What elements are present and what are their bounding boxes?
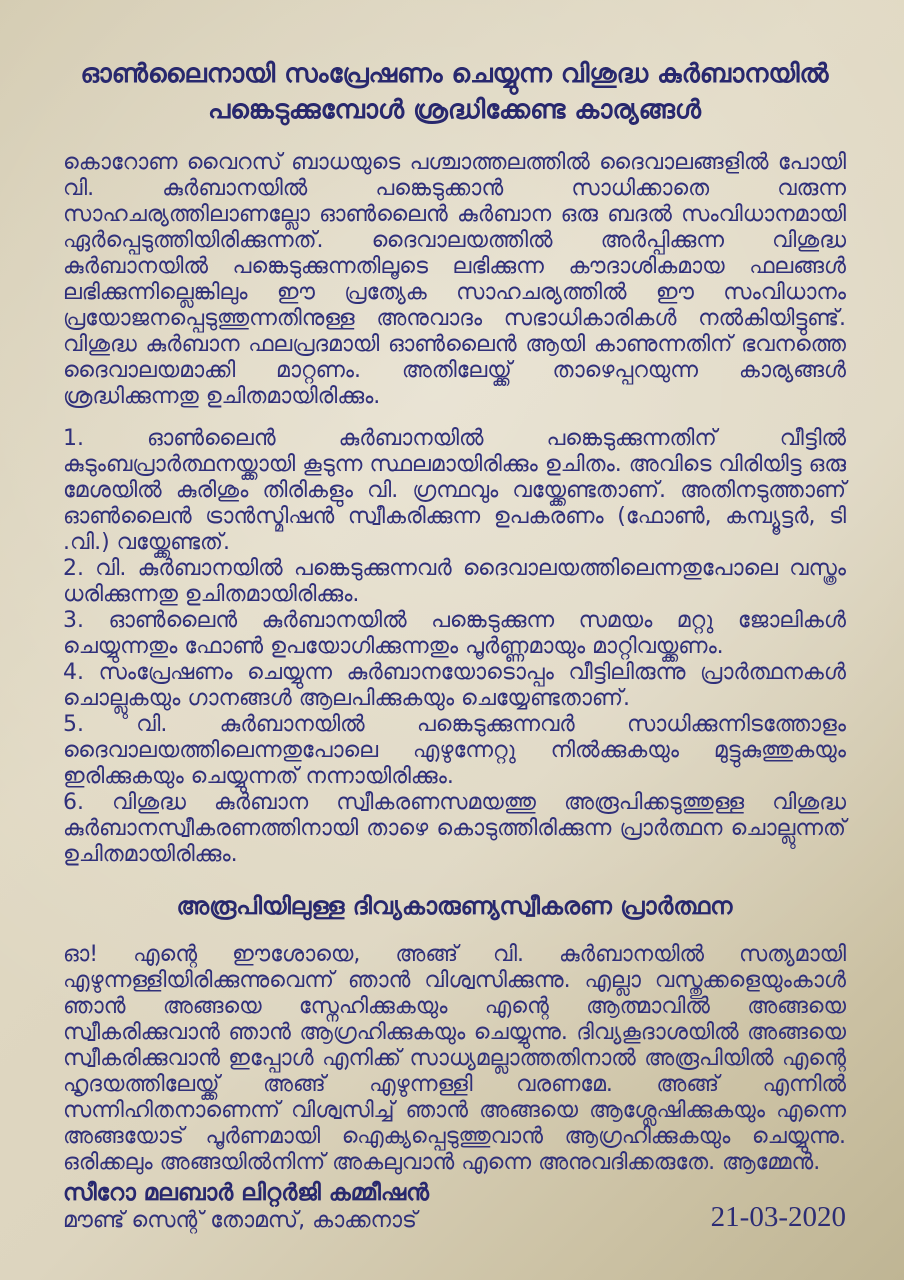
list-item-2: 2. വി. കുർബാനയിൽ പങ്കെടുക്കുന്നവർ ദൈവാലയത്തിലെന്നതുപോലെ വസ്ത്രം ധരിക്കുന്നതു ഉചിതമായിരിക്കും.: [63, 556, 846, 607]
list-item-5: 5. വി. കുർബാനയിൽ പങ്കെടുക്കുന്നവർ സാധിക്കുന്നിടത്തോളം ദൈവാലയത്തിലെന്നതുപോലെ എഴുന്നേറ്റു നിൽക്കുകയും മുട്ടുകുത്തുകയും ഇരിക്കുകയും ചെയ്യുന്നത് നന്നായിരിക്കും.: [63, 712, 846, 789]
list-item-1: 1. ഓൺലൈൻ കുർബാനയിൽ പങ്കെടുക്കുന്നതിന് വീട്ടിൽ കുടുംബപ്രാർത്ഥനയ്ക്കായി കൂടുന്ന സ്ഥലമായിരിക്കും ഉചിതം. അവിടെ വിരിയിട്ട ഒരു മേശയിൽ കുരിശും തിരികളും വി. ഗ്രന്ഥവും വയ്ക്കേണ്ടതാണ്. അതിനടുത്താണ് ഓൺലൈൻ ട്രാൻസ്മിഷൻ സ്വീകരിക്കുന്ന ഉപകരണം (ഫോൺ, കമ്പ്യൂട്ടർ, ടി .വി.) വയ്ക്കേണ്ടത്.: [63, 426, 846, 555]
instruction-list: [63, 426, 846, 868]
page-title-line1: ഓൺലൈനായി സംപ്രേഷണം ചെയ്യുന്ന വിശുദ്ധ കുർബാനയിൽ: [80, 59, 829, 89]
page-title-line2: പങ്കെടുക്കുമ്പോൾ ശ്രദ്ധിക്കേണ്ട കാര്യങ്ങൾ: [207, 95, 702, 125]
footer-organization: സീറോ മലബാർ ലിറ്റർജി കമ്മീഷൻ: [63, 1180, 429, 1206]
footer-left: [63, 1180, 429, 1234]
intro-paragraph: കൊറോണ വൈറസ് ബാധയുടെ പശ്ചാത്തലത്തിൽ ദൈവാലങ്ങളിൽ പോയി വി. കുർബാനയിൽ പങ്കെടുക്കാൻ സാധിക്കാതെ വരുന്ന സാഹചര്യത്തിലാണല്ലോ ഓൺലൈൻ കുർബാന ഒരു ബദൽ സംവിധാനമായി ഏർപ്പെടുത്തിയിരിക്കുന്നത്. ദൈവാലയത്തിൽ അർപ്പിക്കുന്ന വിശുദ്ധ കുർബാനയിൽ പങ്കെടുക്കുന്നതിലൂടെ ലഭിക്കുന്ന കൗദാശികമായ ഫലങ്ങൾ ലഭിക്കുന്നില്ലെങ്കിലും ഈ പ്രത്യേക സാഹചര്യത്തിൽ ഈ സംവിധാനം പ്രയോജനപ്പെടുത്തുന്നതിനുള്ള അനുവാദം സഭാധികാരികൾ നൽകിയിട്ടുണ്ട്. വിശുദ്ധ കുർബാന ഫലപ്രദമായി ഓൺലൈൻ ആയി കാണുന്നതിന് ഭവനത്തെ ദൈവാലയമാക്കി മാറ്റണം. അതിലേയ്ക്ക് താഴെപ്പറയുന്ന കാര്യങ്ങൾ ശ്രദ്ധിക്കുന്നതു ഉചിതമായിരിക്കും.: [63, 150, 846, 409]
list-item-6: 6. വിശുദ്ധ കുർബാന സ്വീകരണസമയത്തു അരൂപിക്കടുത്തുള്ള വിശുദ്ധ കുർബാനസ്വീകരണത്തിനായി താഴെ കൊടുത്തിരിക്കുന്ന പ്രാർത്ഥന ചൊല്ലുന്നത് ഉചിതമായിരിക്കും.: [63, 790, 846, 867]
list-item-3: 3. ഓൺലൈൻ കുർബാനയിൽ പങ്കെടുക്കുന്ന സമയം മറ്റു ജോലികൾ ചെയ്യുന്നതും ഫോൺ ഉപയോഗിക്കുന്നതും പൂർണ്ണമായും മാറ്റിവയ്ക്കണം.: [63, 608, 846, 659]
list-item-4: 4. സംപ്രേഷണം ചെയ്യുന്ന കുർബാനയോടൊപ്പം വീട്ടിലിരുന്നു പ്രാർത്ഥനകൾ ചൊല്ലുകയും ഗാനങ്ങൾ ആലപിക്കുകയും ചെയ്യേണ്ടതാണ്.: [63, 660, 846, 711]
footer-date: 21-03-2020: [710, 1201, 846, 1233]
footer-address: മൗണ്ട് സെന്റ് തോമസ്, കാക്കനാട്: [63, 1208, 417, 1233]
prayer-paragraph: ഓ! എന്റെ ഈശോയെ, അങ്ങ് വി. കുർബാനയിൽ സത്യമായി എഴുന്നള്ളിയിരിക്കുന്നുവെന്ന് ഞാൻ വിശ്വസിക്കുന്നു. എല്ലാ വസ്തുക്കളെയുംകാൾ ഞാൻ അങ്ങയെ സ്നേഹിക്കുകയും എന്റെ ആത്മാവിൽ അങ്ങയെ സ്വീകരിക്കുവാൻ ഞാൻ ആഗ്രഹിക്കുകയും ചെയ്യുന്നു. ദിവ്യകൂദാശയിൽ അങ്ങയെ സ്വീകരിക്കുവാൻ ഇപ്പോൾ എനിക്ക് സാധ്യമല്ലാത്തതിനാൽ അരൂപിയിൽ എന്റെ ഹൃദയത്തിലേയ്ക്ക് അങ്ങ് എഴുന്നള്ളി വരണമേ. അങ്ങ് എന്നിൽ സന്നിഹിതനാണെന്ന് വിശ്വസിച്ച് ഞാൻ അങ്ങയെ ആശ്ലേഷിക്കുകയും എന്നെ അങ്ങയോട് പൂർണമായി ഐക്യപ്പെടുത്തുവാൻ ആഗ്രഹിക്കുകയും ചെയ്യുന്നു. ഒരിക്കലും അങ്ങയിൽനിന്ന് അകലുവാൻ എന്നെ അനുവദിക്കരുതേ. ആമ്മേൻ.: [63, 942, 846, 1175]
footer: [63, 1180, 846, 1234]
page-title: [63, 56, 846, 128]
prayer-heading: അരൂപിയിലുള്ള ദിവ്യകാരുണ്യസ്വീകരണ പ്രാർത്ഥന: [176, 892, 733, 920]
